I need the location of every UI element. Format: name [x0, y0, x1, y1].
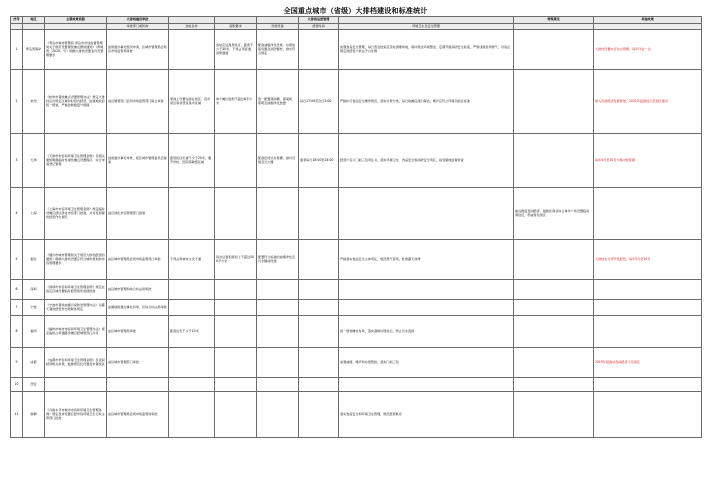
cell-env: 落实食品安全和环境卫生管理，规范经营秩序	[339, 392, 514, 438]
cell-special	[514, 30, 594, 70]
cell-special	[514, 240, 594, 280]
cell-approval: 由区城市管理局会同市场监管局审批	[107, 392, 169, 438]
cell-policy: 《青岛市城市管理局 青岛市市场监督管理局关于规范设置餐饮摊点群的通知》（青城管〔2020〕号）明确大排档设置条件及管理要求	[45, 30, 107, 70]
table-row	[11, 316, 702, 348]
cell-hours	[299, 348, 339, 378]
cell-area	[215, 188, 257, 240]
cell-area	[215, 348, 257, 378]
cell-no: 9	[11, 348, 23, 378]
table-row	[11, 300, 702, 316]
cell-no: 4	[11, 188, 23, 240]
cell-area	[215, 378, 257, 392]
cell-approval: 由区城市管理和综合执法局审批	[107, 280, 169, 300]
cell-other	[594, 188, 702, 240]
cell-facility: 统一配置遮雨棚、餐桌椅、照明及油烟净化装置	[257, 70, 299, 134]
cell-no: 5	[11, 240, 23, 280]
table-row	[11, 348, 702, 378]
cell-no: 8	[11, 316, 23, 348]
cell-facility	[257, 188, 299, 240]
header-1-cell: 地区	[23, 17, 45, 24]
cell-approval: 由区城市管理部门审批	[107, 348, 169, 378]
cell-site	[169, 378, 215, 392]
cell-other	[594, 280, 702, 300]
cell-no: 7	[11, 300, 23, 316]
cell-special	[514, 378, 594, 392]
cell-env: 严格落实食品安全主体责任，规范燃气使用，杜绝露天烧烤	[339, 240, 514, 280]
cell-no: 11	[11, 392, 23, 438]
cell-facility: 配备油烟净化设施、垃圾收集容器及消防器材，排水符合规定	[257, 30, 299, 70]
cell-other	[594, 378, 702, 392]
header-2-cell: 环境卫生及安全管理	[339, 24, 514, 30]
cell-env: 加强油烟、噪声和垃圾管控，落实门前三包	[339, 348, 514, 378]
header-2-cell: 设施设备	[257, 24, 299, 30]
header-1-cell: 大排档运营管理	[299, 17, 339, 24]
cell-site: 不得占用城市主次干道	[169, 240, 215, 280]
cell-site	[169, 30, 215, 70]
cell-region: 福州	[23, 316, 45, 348]
cell-special	[514, 70, 594, 134]
cell-other: 纳入夜间经济发展规划，2021年起推进示范街区建设	[594, 70, 702, 134]
cell-special: 重点推进夜间经济，鼓励在商业综合体外广场设置临时餐饮区，形成特色街区	[514, 188, 594, 240]
cell-region: 深圳	[23, 280, 45, 300]
header-1-cell: 其他政策	[594, 17, 702, 24]
table-row	[11, 188, 702, 240]
cell-other: 2019年起推动夜间经济示范街区	[594, 348, 702, 378]
cell-policy: 《福州市城市市容和环境卫生管理办法》规定临时占用道路设摊应经城管部门许可	[45, 316, 107, 348]
cell-approval: 由街道办事处审核，报区城市管理委员会备案	[107, 134, 169, 188]
cell-site	[169, 188, 215, 240]
cell-policy: 《成都市市容和环境卫生管理条例》及夜间经济相关政策，鼓励规范化设置夜市餐饮区	[45, 348, 107, 378]
cell-facility: 配备密闭式垃圾桶、排污设施及灭火器	[257, 134, 299, 188]
cell-no: 10	[11, 378, 23, 392]
cell-approval: 由区绿化市容管理部门批准	[107, 188, 169, 240]
cell-facility	[257, 392, 299, 438]
cell-policy: 《杭州市餐饮摊点设置管理办法》规定大排档应在规定区域和时段内经营，由属地政府统一规划，严格控制数量与规模	[45, 70, 107, 134]
cell-hours: 每日17:00至次日2:00	[299, 70, 339, 134]
cell-site: 距居民住宅楼不少于20米，避开学校、医院等敏感区域	[169, 134, 215, 188]
cell-area	[215, 134, 257, 188]
cell-site	[169, 348, 215, 378]
table-row	[11, 378, 702, 392]
header-1-cell: 序号	[11, 17, 23, 24]
cell-no: 1	[11, 30, 23, 70]
cell-policy: 《深圳市市容和环境卫生管理条例》规定在指定区域设置临时经营场所需经批准	[45, 280, 107, 300]
cell-other: 每年4月至10月为集中经营期	[594, 134, 702, 188]
table-row	[11, 392, 702, 438]
cell-site: 距离住宅不少于15米	[169, 316, 215, 348]
cell-hours	[299, 30, 339, 70]
header-2-cell: 面积要求	[215, 24, 257, 30]
header-1-cell: 特殊规定	[514, 17, 594, 24]
cell-approval	[107, 378, 169, 392]
cell-area	[215, 392, 257, 438]
cell-facility	[257, 300, 299, 316]
cell-env	[339, 378, 514, 392]
cell-region: 青岛西海岸	[23, 30, 45, 70]
cell-no: 3	[11, 134, 23, 188]
cell-policy: 《烟台市城市管理局关于规范大排档经营的通知》明确大排档设置应符合城市规划和市容管理要求	[45, 240, 107, 280]
cell-policy: 《天津市市容和环境卫生管理条例》及相关通知明确临时性餐饮摊点设置程序，实行申请登记管理	[45, 134, 107, 188]
cell-policy: 《上海市市容环境卫生管理条例》规定临时设摊应经区绿化市容部门批准，并对夜间餐饮经营作出规范	[45, 188, 107, 240]
cell-no: 6	[11, 280, 23, 300]
header-1-cell: 大排档建设审批	[107, 17, 169, 24]
cell-approval: 由街道办事处组织申请，区城市管理局会同区市场监管局审批	[107, 30, 169, 70]
cell-area: 单个摊位面积不超过6平方米	[215, 70, 257, 134]
cell-hours	[299, 316, 339, 348]
table-row	[11, 134, 702, 188]
cell-env	[339, 280, 514, 300]
cell-region: 新疆	[23, 392, 45, 438]
cell-other	[594, 392, 702, 438]
header-1-cell	[215, 17, 257, 24]
cell-region: 天津	[23, 134, 45, 188]
cell-facility	[257, 348, 299, 378]
cell-hours	[299, 392, 339, 438]
cell-area	[215, 316, 257, 348]
cell-hours	[299, 300, 339, 316]
header-1-cell	[169, 17, 215, 24]
cell-region: 成都	[23, 348, 45, 378]
cell-area	[215, 300, 257, 316]
cell-facility	[257, 316, 299, 348]
cell-hours	[299, 280, 339, 300]
cell-env	[339, 300, 514, 316]
header-1-cell	[257, 17, 299, 24]
cell-hours	[299, 240, 339, 280]
table-row	[11, 70, 702, 134]
page-title: 全国重点城市（省级）大排档建设和标准统计	[283, 7, 428, 15]
cell-env: 严格执行食品安全操作规范，落实垃圾分类，每日收摊后清扫保洁，噪声应符合环境功能区标准	[339, 70, 514, 134]
cell-region: 烟台	[23, 240, 45, 280]
cell-hours	[299, 378, 339, 392]
cell-hours: 夏季每日18:00至24:00	[299, 134, 339, 188]
cell-region: 杭州	[23, 70, 45, 134]
cell-region: 上海	[23, 188, 45, 240]
cell-facility: 配置符合标准的油烟净化及污水隔油设施	[257, 240, 299, 280]
cell-site	[169, 280, 215, 300]
cell-area: 每处总面积原则上不超过500平方米	[215, 240, 257, 280]
cell-special	[514, 316, 594, 348]
table-row	[11, 240, 702, 280]
cell-special	[514, 134, 594, 188]
cell-site: 原则上设置在商业街区、夜市街区等非居民集中区域	[169, 70, 215, 134]
cell-other	[594, 300, 702, 316]
cell-approval: 由区城市管理局审批	[107, 316, 169, 348]
header-2-cell: 经营时间	[299, 24, 339, 30]
cell-other: 大排档实行季节性经营，每年5月至10月	[594, 240, 702, 280]
table-body	[11, 30, 702, 438]
header-row-1	[11, 17, 702, 24]
cell-site	[169, 300, 215, 316]
header-2-cell: 选址条件	[169, 24, 215, 30]
cell-facility	[257, 378, 299, 392]
header-1-cell: 主要政策依据	[45, 17, 107, 24]
cell-hours	[299, 188, 339, 240]
cell-approval: 由区城管部门会同市场监管部门联合审批	[107, 70, 169, 134]
header-1-cell	[339, 17, 514, 24]
cell-policy: 《乌鲁木齐市城市市容和环境卫生管理条例》规定夜市设置应经市容环境卫生行政主管部门批准	[45, 392, 107, 438]
cell-special	[514, 348, 594, 378]
cell-site	[169, 392, 215, 438]
cell-special	[514, 280, 594, 300]
cell-env	[339, 188, 514, 240]
cell-region: 西安	[23, 378, 45, 392]
cell-other	[594, 316, 702, 348]
cell-facility	[257, 280, 299, 300]
table-row	[11, 30, 702, 70]
cell-policy: 《宁波市餐饮油烟污染防治管理办法》对露天餐饮经营作出限制性规定	[45, 300, 107, 316]
cell-policy	[45, 378, 107, 392]
cell-special	[514, 300, 594, 316]
cell-approval: 由属地街道办事处初审，区综合执法局审批	[107, 300, 169, 316]
cell-region: 宁波	[23, 300, 45, 316]
cell-approval: 由区城市管理局会同市场监管部门审批	[107, 240, 169, 280]
cell-env: 加强食品安全管理，每日营业结束后及时清理场地，保持周边环境整洁；定期开展消防安全检查，严禁违规使用燃气；对违反规定的经营户依法予以处理	[339, 30, 514, 70]
cell-other: 大排档设置实行动态管理，每年评估一次	[594, 30, 702, 70]
table-row	[11, 280, 702, 300]
cell-no: 2	[11, 70, 23, 134]
cell-env: 经营户签订门前三包责任书，落实环境卫生、食品安全和消防安全责任，接受属地监督检查	[339, 134, 514, 188]
cell-area	[215, 280, 257, 300]
cell-special	[514, 392, 594, 438]
header-2-cell: 审批部门或机构	[107, 24, 169, 30]
cell-area: 选址应远离居民区，距离不少于30米，不得占用盲道、消防通道	[215, 30, 257, 70]
statistics-table	[10, 16, 702, 438]
cell-env: 统一规划摊位布局，落实餐厨垃圾收运，禁止污水直排	[339, 316, 514, 348]
